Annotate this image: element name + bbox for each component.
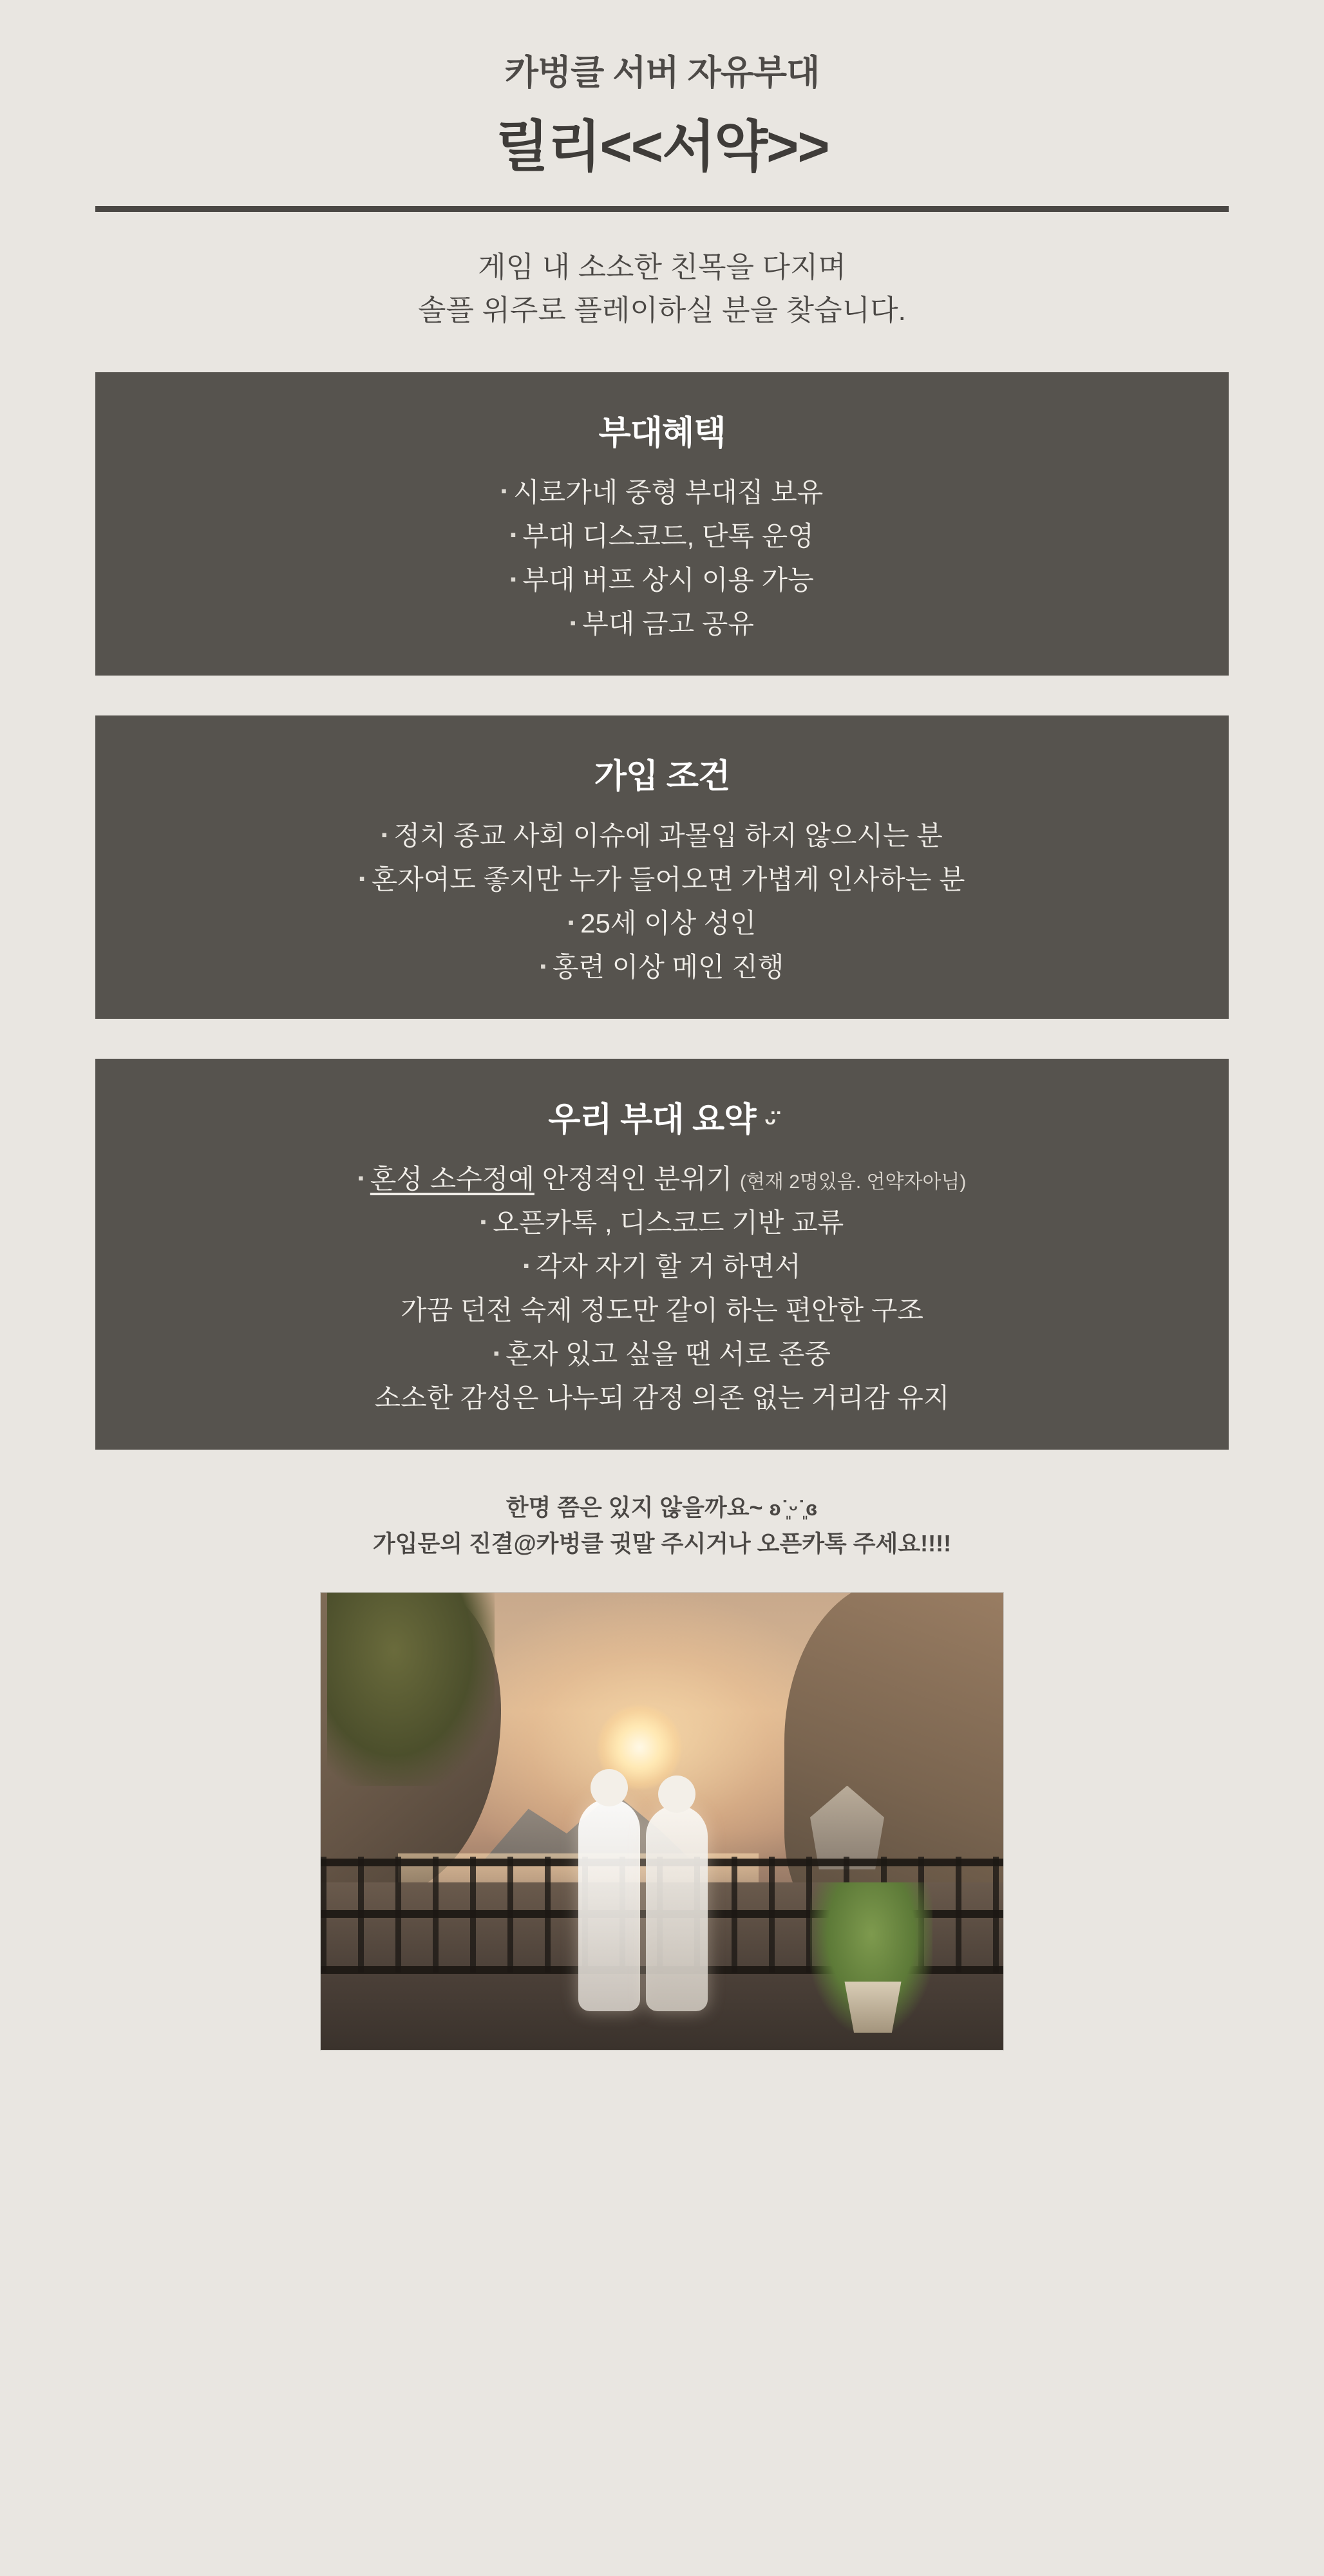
- panel-summary-heading-label: 우리 부대 요약: [548, 1101, 756, 1139]
- list-item: [115, 902, 1209, 945]
- bullet-icon: ▪: [500, 481, 507, 501]
- list-item-label: 정치 종교 사회 이슈에 과몰입 하지 않으시는 분: [393, 820, 943, 851]
- list-item-label: 25세 이상 성인: [580, 907, 757, 938]
- poster-content: [95, 0, 1229, 2108]
- list-item: [115, 1289, 1209, 1332]
- lead-line-2: 솔플 위주로 플레이하실 분을 찾습니다.: [417, 294, 907, 327]
- contact-line-1-label: 한명 쯤은 있지 않을까요~: [506, 1494, 763, 1521]
- bullet-icon: ▪: [493, 1343, 500, 1363]
- list-item: [115, 558, 1209, 602]
- happy-kaomoji-icon: ʚ˙͈ᵕ˙͈ɞ: [769, 1497, 818, 1520]
- bullet-icon: ▪: [540, 956, 546, 976]
- panel-requirements-heading: 가입 조건: [594, 757, 730, 795]
- list-item: [115, 858, 1209, 902]
- bullet-icon: ▪: [523, 1255, 529, 1275]
- list-item-label: 소소한 감성은 나누되 감정 의존 없는 거리감 유지: [374, 1383, 950, 1413]
- poster-title: 릴리<<서약>>: [495, 116, 829, 178]
- list-item: [115, 471, 1209, 515]
- panel-summary-list: [115, 1157, 1209, 1420]
- title-divider: [95, 206, 1229, 212]
- panel-summary: [95, 1059, 1229, 1450]
- character-left: [578, 1799, 640, 2011]
- poster-supertitle: 카벙클 서버 자유부대: [504, 53, 820, 92]
- character-right-head: [658, 1776, 695, 1813]
- list-item-label: 혼자여도 좋지만 누가 들어오면 가볍게 인사하는 분: [371, 864, 965, 895]
- poster-lead: [95, 245, 1229, 332]
- game-screenshot: [321, 1593, 1003, 2050]
- list-item-label: 부대 버프 상시 이용 가능: [522, 564, 814, 595]
- contact-line-1: [95, 1490, 1229, 1526]
- list-item: [115, 1157, 1209, 1201]
- bullet-icon: ▪: [510, 569, 516, 589]
- list-item-label: 시로가네 중형 부대집 보유: [513, 477, 824, 507]
- list-item: [115, 1332, 1209, 1376]
- tree-foliage: [327, 1593, 495, 1786]
- smile-kaomoji-icon: ᵕ̈: [764, 1106, 776, 1137]
- bullet-icon: ▪: [357, 1168, 364, 1188]
- bullet-icon: ▪: [567, 912, 574, 932]
- bullet-icon: ▪: [359, 868, 365, 888]
- panel-requirements: [95, 715, 1229, 1019]
- list-item: [115, 1245, 1209, 1289]
- panel-benefits: [95, 372, 1229, 676]
- list-item-note: (현재 2명있음. 언약자아님): [739, 1171, 967, 1193]
- bullet-icon: ▪: [480, 1211, 486, 1231]
- bullet-icon: ▪: [381, 824, 388, 844]
- list-item-label-rest: 안정적인 분위기: [534, 1163, 733, 1194]
- list-item: [115, 602, 1209, 646]
- contact-line-2: 가입문의 진결@카벙클 귓말 주시거나 오픈카톡 주세요!!!!: [372, 1530, 952, 1557]
- contact-note: [95, 1490, 1229, 1562]
- screenshot-figure: [321, 1593, 1003, 2108]
- list-item: [115, 814, 1209, 858]
- list-item-label: 오픈카톡 , 디스코드 기반 교류: [493, 1207, 844, 1238]
- list-item-label: 부대 디스코드, 단톡 운영: [522, 520, 814, 551]
- character-left-head: [591, 1769, 628, 1806]
- list-item-label: 부대 금고 공유: [582, 608, 754, 639]
- list-item: [115, 1201, 1209, 1245]
- lead-line-1: 게임 내 소소한 친목을 다지며: [478, 250, 846, 283]
- list-item-label-highlight: 혼성 소수정예: [370, 1163, 534, 1194]
- list-item: [115, 945, 1209, 989]
- list-item: [115, 515, 1209, 558]
- panel-summary-heading: [115, 1092, 1209, 1141]
- panel-benefits-heading: 부대혜택: [598, 414, 726, 452]
- list-item-label: 홍련 이상 메인 진행: [552, 951, 784, 982]
- panel-requirements-list: [115, 814, 1209, 989]
- bullet-icon: ▪: [570, 612, 576, 632]
- list-item-label: 각자 자기 할 거 하면서: [535, 1251, 801, 1282]
- panel-benefits-list: [115, 471, 1209, 646]
- character-right: [646, 1805, 708, 2011]
- list-item: [115, 1376, 1209, 1420]
- list-item-label: 혼자 있고 싶을 땐 서로 존중: [506, 1338, 831, 1369]
- list-item-label: 가끔 던전 숙제 정도만 같이 하는 편안한 구조: [401, 1294, 923, 1325]
- bullet-icon: ▪: [510, 525, 516, 545]
